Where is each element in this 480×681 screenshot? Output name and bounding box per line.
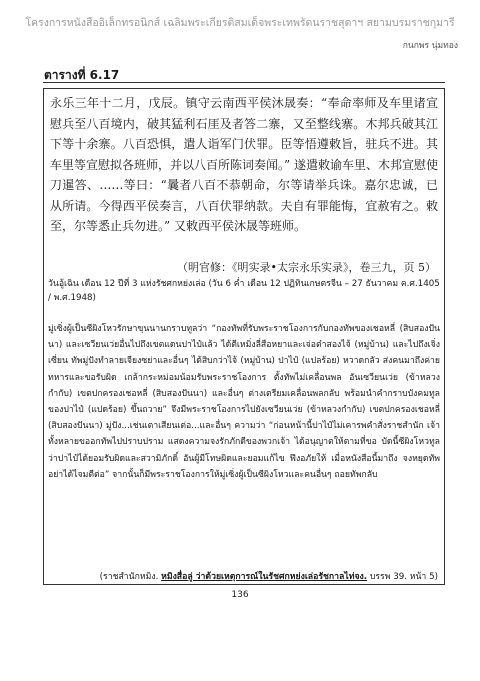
reference-suffix: บรรพ 39. หน้า 5) (369, 572, 438, 582)
reference-prefix: (ราชสำนักหมิง. (99, 572, 159, 582)
reference-title: หมิงสื่อลู่ ว่าด้วยเหตุการณ์ในรัชศกหย่งเล่อรัชกาลไท่จง. (161, 572, 368, 582)
chinese-source-text: 永乐三年十二月，戊辰。镇守云南西平侯沐晟奏：“奉命率师及车里诸宣慰兵至八百境内，破其猛利石厓及者答二寨，又至整线寨。木邦兵破其江下等十余寨。八百恐惧，遣人诣军门伏罪。臣等悟遵敕旨，驻兵不进。其车里等宣慰拟各班师，并以八百所陈词奏闻。” 遂遣敕谕车里、木邦宣慰使刀暹答、……等曰：“曩者八百不恭朝命，尔等请举兵诛。嘉尔忠诚，已从所请。今得西平侯奏言，八百伏罪纳款。夫自有罪能悔，宜赦宥之。敕至，尔等悉止兵勿进。” 又敕西平侯沐晟等班师。 (50, 96, 438, 233)
project-header: โครงการหนังสืออิเล็กทรอนิกส์ เฉลิมพระเกียรติสมเด็จพระเทพรัตนราชสุดาฯ สยามบรมราชกุมารี (25, 17, 455, 29)
table-top-rule (43, 82, 445, 83)
thai-reference (100, 569, 438, 583)
table-title: ตารางที่ 6.17 (44, 68, 120, 82)
thai-date-text: วันอู้เฉิน เดือน 12 ปีที่ 3 แห่งรัชศกหย่งเล่อ (วัน 6 ค่ำ เดือน 12 ปฏิทินเกษตรจีน – 27 ธันวาคม ค.ศ.1405 / พ.ศ.1948) (48, 279, 440, 304)
author-name: กนกพร นุ่มทอง (402, 41, 458, 51)
thai-translation-text: มู่เซิ่งผู้เป็นซีผิงโหวรักษาขุนนานกราบทูลว่า “กองทัพที่รับพระราชโองการกับกองทัพของเชอหลี่ (สิบสองปันนา) และเซวียนเว่ยอื่นไปถึงเขตแดนปาไป๋แล้ว ได้ตีเหมิ่งลี่สือหยาและเจ่อต๋าสองไจ้ (หมู่บ้าน) และไปถึงเจิ่งเซี่ยน ทัพมู่ปังทำลายเจียงซย่าและอื่นๆ ได้สิบกว่าไจ้ (หมู่บ้าน) ปาไป๋ (แปลร้อย) หวาดกลัว ส่งคนมาถึงค่ายทหารและขอรับผิด เกล้ากระหม่อมน้อมรับพระราชโองการ ตั้งทัพไม่เคลื่อนพล อันเซวียนเว่ย (ข้าหลวงกำกับ) เขตปกครองเชอหลี่ (สิบสองปันนา) และอื่นๆ ต่างเตรียมเคลื่อนพลกลับ พร้อมนำคำกราบบังคมทูลของปาไป๋ (แปดร้อย) ขึ้นถวาย” จึงมีพระราชโองการไปยังเซวียนเว่ย (ข้าหลวงกำกับ) เขตปกครองเชอหลี่ (สิบสองปันนา) มู่ปัง...เช่นเตาเสียนเต่อ...และอื่นๆ ความว่า “ก่อนหน้านี้ปาไป๋ไม่เคารพคำสั่งราชสำนัก เจ้าทั้งหลายขออกทัพไปปราบปราม แสดงความจงรักภักดีของพวกเจ้า ได้อนุญาตให้ตามที่ขอ บัดนี้ซีผิงโหวทูลว่าปาไป๋ได้ยอมรับผิดและสวามิภักดิ์ อันผู้มีโทษผิดและยอมแก้ไข ฟึงอภัยให้ เมื่อหนังสือนี้มาถึง จงหยุดทัพอย่าได้ไจมตีต่อ” จากนั้นก็มีพระราชโองการให้มู่เซิ่งผู้เป็นซีผิงโหวและคนอื่นๆ ถอยทัพกลับ (48, 324, 440, 480)
page-number: 136 (231, 590, 249, 600)
chinese-citation: （明官修：《明实录•太宗永乐实录》，卷三九，页 5） (177, 261, 436, 274)
